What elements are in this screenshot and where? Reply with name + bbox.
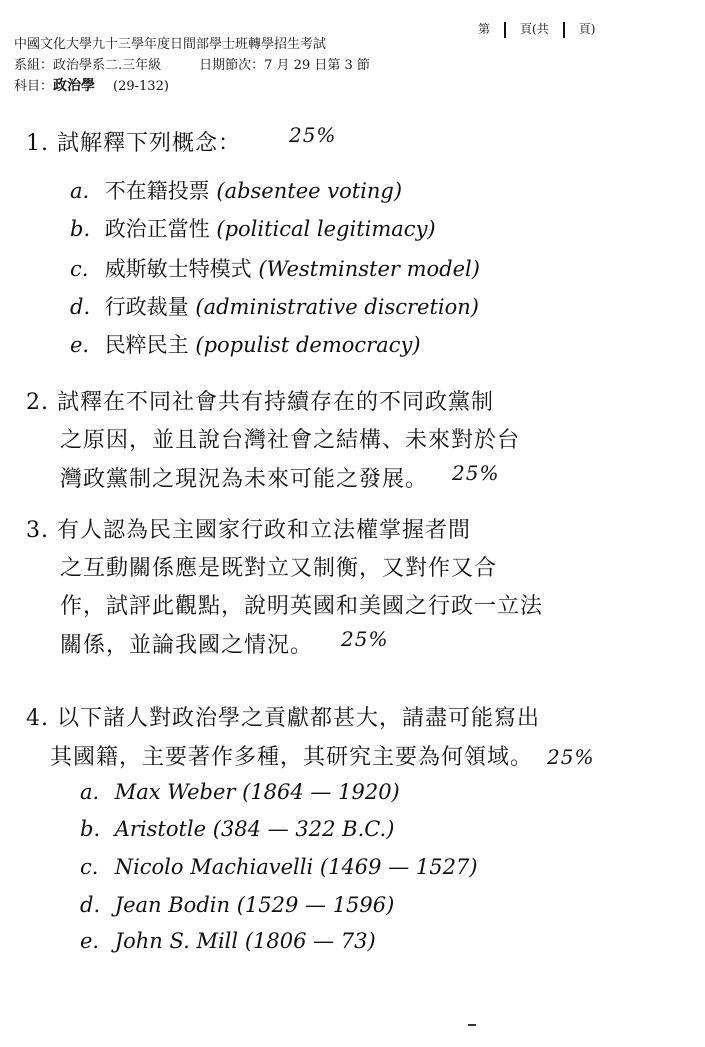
q1-item-c: [70, 252, 480, 286]
q1-item-b: [70, 212, 436, 246]
q4-item-d: [80, 888, 394, 922]
q2-block: [26, 384, 520, 499]
q3-line-last: [26, 626, 543, 665]
item-letter: e.: [70, 333, 90, 357]
exam-header: [14, 34, 694, 97]
item-term-en: (absentee voting): [216, 179, 403, 203]
q3-score: 25%: [341, 627, 389, 651]
pager-of-label: 頁(共: [520, 22, 549, 36]
item-letter: c.: [80, 855, 99, 879]
q3-line: 關係，並論我國之情況。: [60, 633, 314, 658]
q3-line: 之互動關係應是既對立又制衡，又對作又合: [60, 556, 498, 581]
item-term-zh: 政治正當性: [104, 217, 210, 241]
item-person-name: Aristotle: [114, 817, 207, 841]
q2-line: 灣政黨制之現況為未來可能之發展。: [60, 467, 429, 492]
q3-line: 作，試評此觀點，說明英國和美國之行政一立法: [60, 594, 544, 619]
item-term-zh: 不在籍投票: [104, 179, 210, 203]
exam-title: 中國文化大學九十三學年度日間部學士班轉學招生考試: [14, 37, 327, 52]
q4-line: 其國籍，主要著作多種，其研究主要為何領域。: [50, 745, 534, 770]
q1-item-a: [70, 174, 402, 208]
item-person-name: John S. Mill: [114, 929, 239, 953]
item-term-en: (populist democracy): [195, 333, 421, 357]
q4-block: [26, 700, 594, 777]
pager-page-label: 第: [478, 22, 491, 36]
q1-title: 1. 試解釋下列概念：: [26, 131, 241, 156]
item-person-years: (1864 — 1920): [242, 780, 400, 804]
item-letter: a.: [70, 179, 90, 203]
q4-score: 25%: [547, 745, 595, 769]
subject-name: 政治學: [53, 78, 96, 94]
dept-label: 系組：政治學系二.三年級: [14, 58, 162, 73]
pager-end-label: 頁): [578, 22, 596, 36]
q2-line-last: [26, 460, 520, 499]
item-letter: c.: [70, 257, 89, 281]
item-person-years: (1806 — 73): [244, 929, 376, 953]
q4-item-c: [80, 850, 478, 884]
item-letter: a.: [80, 780, 100, 804]
item-letter: d.: [80, 893, 101, 917]
q1-score: 25%: [288, 123, 337, 147]
q4-item-b: [80, 812, 394, 846]
q2-line: 之原因，並且說台灣社會之結構、未來對於台: [60, 428, 521, 453]
q2-line: 2. 試釋在不同社會共有持續存在的不同政黨制: [26, 390, 494, 415]
subject-code: (29-132): [113, 79, 169, 94]
item-person-years: (384 — 322 B.C.): [212, 817, 395, 841]
q4-item-a: [80, 775, 400, 809]
item-person-name: Jean Bodin: [114, 893, 231, 917]
q1-item-d: [70, 290, 479, 324]
item-person-years: (1529 — 1596): [236, 893, 395, 917]
item-term-en: (Westminster model): [258, 257, 480, 281]
item-letter: b.: [70, 217, 91, 241]
subject-line: [14, 76, 694, 97]
item-term-zh: 威斯敏士特模式: [104, 257, 252, 281]
item-term-en: (political legitimacy): [216, 217, 436, 241]
q3-block: [26, 512, 543, 665]
q4-line-last: [26, 738, 594, 777]
dept-date-line: [14, 55, 694, 76]
q1-item-e: [70, 328, 421, 362]
q4-item-e: [80, 924, 376, 958]
item-letter: b.: [80, 817, 101, 841]
item-term-en: (administrative discretion): [195, 295, 479, 319]
top-dotted-line: [0, 16, 705, 26]
q4-line: 4. 以下諸人對政治學之貢獻都甚大，請盡可能寫出: [26, 706, 540, 731]
item-person-name: Nicolo Machiavelli: [114, 855, 314, 879]
q2-score: 25%: [452, 461, 500, 485]
item-term-zh: 民粹民主: [104, 333, 189, 357]
item-term-zh: 行政裁量: [104, 295, 189, 319]
q1-title-line: [26, 124, 336, 163]
q3-line: 3. 有人認為民主國家行政和立法權掌握者間: [26, 518, 471, 543]
date-label: 日期節次：7 月 29 日第 3 節: [199, 58, 370, 73]
subject-prefix: 科目：: [14, 79, 54, 94]
item-letter: e.: [80, 929, 100, 953]
item-person-name: Max Weber: [114, 780, 236, 804]
item-letter: d.: [70, 295, 91, 319]
page-edge-mark: [468, 1024, 476, 1026]
item-person-years: (1469 — 1527): [319, 855, 478, 879]
